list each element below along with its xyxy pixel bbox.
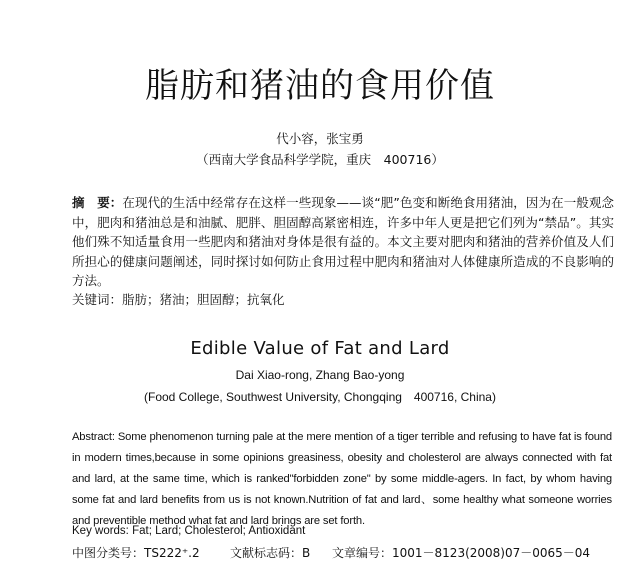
abstract-en: Abstract: Some phenomenon turning pale at the mere mention of a tiger terrible and refusing to have fat is found in modern times,because in some opinions greasiness, obesity and cholesterol are always connected with fat and lard, at the same time, which is ranked"forbidden zone" by some middle-agers. In fact, by whom having some fat and lard benefits from us is not known.Nutrition of fat and lard、some healthy what someone worries and preventible method what fat and lard brings are set forth. [72, 431, 612, 527]
keywords-cn: 关键词：脂肪；猪油；胆固醇；抗氧化 [72, 292, 285, 307]
document-code: 文献标志码：B [230, 546, 311, 560]
authors-cn: 代小容，张宝勇 [276, 131, 364, 146]
affiliation-en: (Food College, Southwest University, Chongqing 400716, China) [144, 390, 496, 404]
article-title-en: Edible Value of Fat and Lard [190, 338, 450, 359]
article-number: 文章编号：1001－8123(2008)07－0065－04 [332, 546, 591, 560]
affiliation-cn: （西南大学食品科学学院，重庆 400716） [196, 152, 444, 167]
abstract-cn-label: 摘 要： [72, 195, 123, 210]
classification-line [72, 544, 612, 561]
authors-en: Dai Xiao-rong, Zhang Bao-yong [235, 368, 405, 382]
article-title-cn: 脂肪和猪油的食用价值 [145, 66, 495, 106]
abstract-cn [72, 193, 614, 291]
abstract-cn-text: 在现代的生活中经常存在这样一些现象——谈“肥”色变和断绝食用猪油，因为在一般观念中，肥肉和猪油总是和油腻、肥胖、胆固醇高紧密相连，许多中年人更是把它们列为“禁品”。其实他们殊不知适量食用一些肥肉和猪油对身体是很有益的。本文主要对肥肉和猪油的营养价值及人们所担心的健康问题阐述，同时探讨如何防止食用过程中肥肉和猪油对人体健康所造成的不良影响的方法。 [72, 195, 614, 288]
clc-number: 中图分类号：TS222⁺.2 [72, 546, 200, 560]
keywords-en: Key words: Fat; Lard; Cholesterol; Antioxidant [72, 525, 306, 537]
